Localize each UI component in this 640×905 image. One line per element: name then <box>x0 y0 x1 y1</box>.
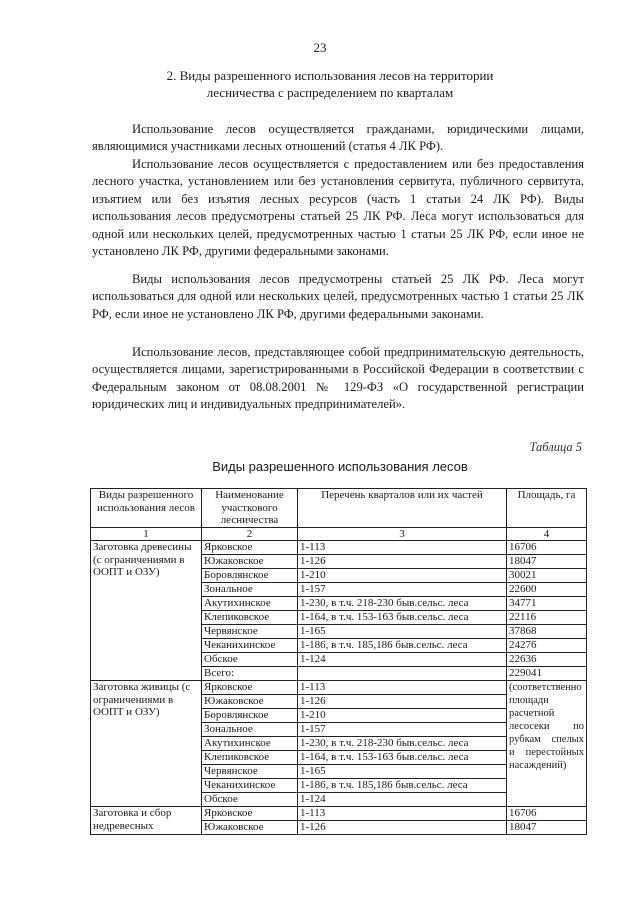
paragraph <box>92 344 584 414</box>
table-label: Таблица 5 <box>529 440 582 454</box>
area-note-cell: (соответственно площади расчетной лесосеки по рубкам спелых и перестойных насаждений) <box>507 681 587 807</box>
paragraph-text: Использование лесов осуществляется с предоставлением или без предоставления лесного участка, установлением или без установления сервитута, публичного сервитута, изъятием или без изъятия лесных ресурсов (часть 1 статьи 24 ЛК РФ). Виды использования лесов предусмотрены статьей 25 ЛК РФ. Леса могут использоваться для одной или нескольких целей, предусмотренных частью 1 статьи 25 ЛК РФ, если иное не установлено ЛК РФ, другими федеральными законами. <box>92 157 584 259</box>
quarters-cell: 1-126 <box>298 555 507 569</box>
quarters-cell <box>298 667 507 681</box>
forestry-cell: Клепиковское <box>202 611 298 625</box>
header-quarters: Перечень кварталов или их частей <box>298 489 507 528</box>
index-cell: 4 <box>507 527 587 541</box>
area-cell: 16706 <box>507 807 587 821</box>
table-header-row <box>91 489 587 528</box>
forestry-cell: Акутихинское <box>202 737 298 751</box>
table-body <box>91 541 587 835</box>
quarters-cell: 1-126 <box>298 821 507 835</box>
forestry-cell: Червянское <box>202 625 298 639</box>
quarters-cell: 1-210 <box>298 709 507 723</box>
quarters-cell: 1-210 <box>298 569 507 583</box>
section-heading <box>150 67 510 101</box>
quarters-cell: 1-113 <box>298 541 507 555</box>
area-cell: 37868 <box>507 625 587 639</box>
area-cell: 18047 <box>507 821 587 835</box>
paragraph-text: Использование лесов, представляющее собой предпринимательскую деятельность, осуществляется лицами, зарегистрированными в Российской Федерации в соответствии с Федеральным законом от 08.08.2001 № 129-ФЗ «О государственной регистрации юридических лиц и индивидуальных предпринимателей». <box>92 345 584 412</box>
table-index-row <box>91 527 587 541</box>
table-row <box>91 807 587 821</box>
paragraph-text: Использование лесов осуществляется гражданами, юридическими лицами, являющимися участниками лесных отношений (статья 4 ЛК РФ). <box>92 122 584 154</box>
index-cell: 1 <box>91 527 202 541</box>
header-area: Площадь, га <box>507 489 587 528</box>
quarters-cell: 1-113 <box>298 681 507 695</box>
forestry-cell: Обское <box>202 653 298 667</box>
quarters-cell: 1-113 <box>298 807 507 821</box>
area-cell: 18047 <box>507 555 587 569</box>
quarters-cell: 1-157 <box>298 723 507 737</box>
forestry-cell: Всего: <box>202 667 298 681</box>
forestry-cell: Южаковское <box>202 555 298 569</box>
quarters-cell: 1-157 <box>298 583 507 597</box>
quarters-cell: 1-124 <box>298 793 507 807</box>
table-title: Виды разрешенного использования лесов <box>212 459 468 474</box>
quarters-cell: 1-230, в т.ч. 218-230 быв.сельс. леса <box>298 597 507 611</box>
forestry-cell: Акутихинское <box>202 597 298 611</box>
forestry-cell: Боровлянское <box>202 569 298 583</box>
quarters-cell: 1-124 <box>298 653 507 667</box>
paragraph <box>92 121 584 156</box>
forestry-cell: Ярковское <box>202 541 298 555</box>
quarters-cell: 1-165 <box>298 765 507 779</box>
area-cell: 34771 <box>507 597 587 611</box>
forestry-cell: Ярковское <box>202 807 298 821</box>
area-cell: 24276 <box>507 639 587 653</box>
forestry-cell: Зональное <box>202 723 298 737</box>
area-cell: 30021 <box>507 569 587 583</box>
section-heading-line-1: 2. Виды разрешенного использования лесов на территории <box>166 68 494 83</box>
area-cell: 22116 <box>507 611 587 625</box>
forestry-cell: Боровлянское <box>202 709 298 723</box>
header-forestry: Наименование участкового лесничества <box>202 489 298 528</box>
use-type-cell: Заготовка живицы (с ограничениями в ООПТ и ОЗУ) <box>91 681 202 807</box>
section-heading-line-2: лесничества с распределением по кварталам <box>206 85 454 100</box>
quarters-cell: 1-186, в т.ч. 185,186 быв.сельс. леса <box>298 639 507 653</box>
area-cell: 229041 <box>507 667 587 681</box>
quarters-cell: 1-164, в т.ч. 153-163 быв.сельс. леса <box>298 751 507 765</box>
quarters-cell: 1-164, в т.ч. 153-163 быв.сельс. леса <box>298 611 507 625</box>
page-number: 23 <box>313 40 327 55</box>
use-type-cell: Заготовка древесины (с ограничениями в ООПТ и ОЗУ) <box>91 541 202 681</box>
quarters-cell: 1-165 <box>298 625 507 639</box>
forestry-cell: Южаковское <box>202 695 298 709</box>
header-use-type: Виды разрешенного использования лесов <box>91 489 202 528</box>
forestry-cell: Червянское <box>202 765 298 779</box>
table-row <box>91 541 587 555</box>
forest-use-table <box>90 488 587 835</box>
quarters-cell: 1-126 <box>298 695 507 709</box>
forestry-cell: Клепиковское <box>202 751 298 765</box>
quarters-cell: 1-186, в т.ч. 185,186 быв.сельс. леса <box>298 779 507 793</box>
forestry-cell: Чеканихинское <box>202 639 298 653</box>
paragraph <box>92 271 584 323</box>
forestry-cell: Южаковское <box>202 821 298 835</box>
area-cell: 16706 <box>507 541 587 555</box>
index-cell: 2 <box>202 527 298 541</box>
forestry-cell: Ярковское <box>202 681 298 695</box>
forestry-cell: Зональное <box>202 583 298 597</box>
quarters-cell: 1-230, в т.ч. 218-230 быв.сельс. леса <box>298 737 507 751</box>
table-row <box>91 681 587 695</box>
use-type-cell: Заготовка и сбор недревесных <box>91 807 202 835</box>
index-cell: 3 <box>298 527 507 541</box>
paragraph-text: Виды использования лесов предусмотрены статьей 25 ЛК РФ. Леса могут использоваться для одной или нескольких целей, предусмотренных частью 1 статьи 25 ЛК РФ, если иное не установлено ЛК РФ, другими федеральными законами. <box>92 272 584 321</box>
forestry-cell: Чеканихинское <box>202 779 298 793</box>
area-cell: 22600 <box>507 583 587 597</box>
forestry-cell: Обское <box>202 793 298 807</box>
area-cell: 22636 <box>507 653 587 667</box>
paragraph <box>92 156 584 260</box>
